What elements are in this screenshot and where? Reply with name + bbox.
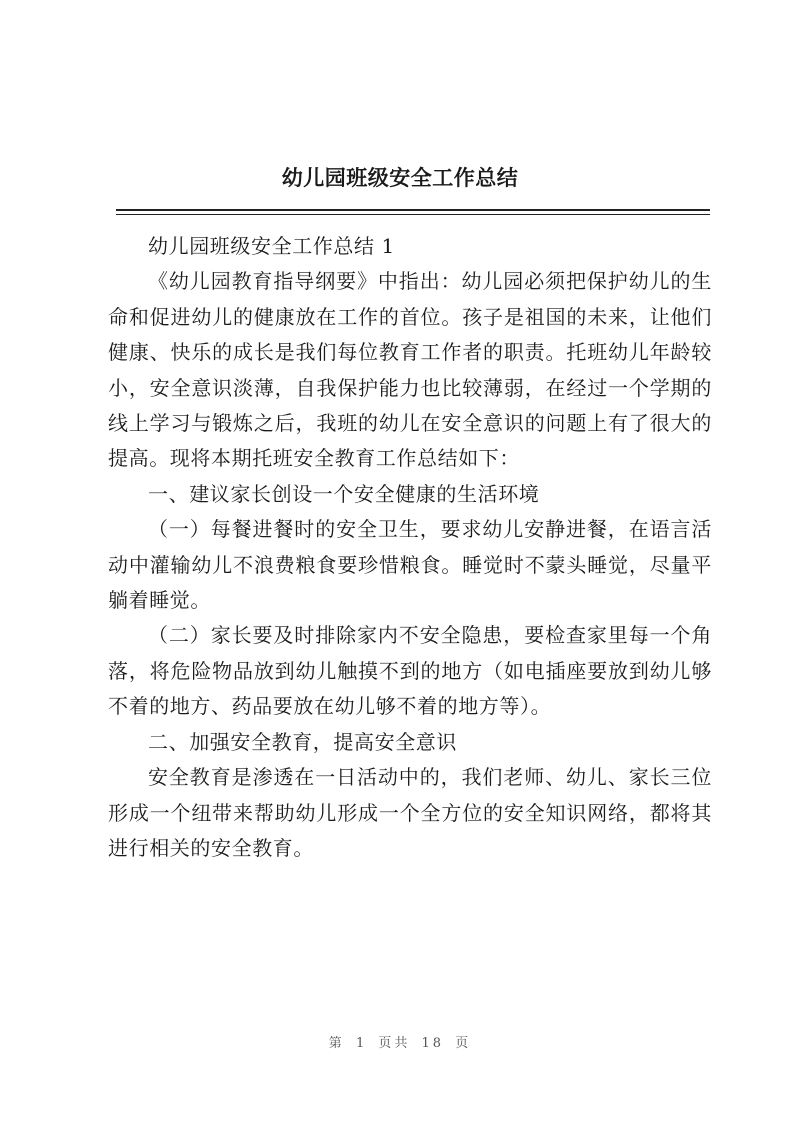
title-rule-thin bbox=[116, 214, 710, 215]
page-footer bbox=[0, 1032, 800, 1051]
body-paragraph: 安全教育是渗透在一日活动中的，我们老师、幼儿、家长三位形成一个纽带来帮助幼儿形成一个全方位的安全知识网络，都将其进行相关的安全教育。 bbox=[108, 765, 712, 860]
footer-suffix: 页 bbox=[455, 1036, 472, 1051]
footer-current-page: 1 bbox=[355, 1036, 368, 1051]
body-paragraph: （二）家长要及时排除家内不安全隐患，要检查家里每一个角落，将危险物品放到幼儿触摸不到的地方（如电插座要放到幼儿够不着的地方、药品要放在幼儿够不着的地方等）。 bbox=[108, 623, 712, 719]
section-heading: 幼儿园班级安全工作总结 1 bbox=[148, 234, 395, 258]
section-heading: 二、加强安全教育，提高安全意识 bbox=[148, 729, 457, 754]
footer-prefix: 第 bbox=[328, 1036, 345, 1051]
document-body bbox=[108, 229, 712, 866]
footer-middle: 页共 bbox=[378, 1036, 411, 1051]
section-heading: 一、建议家长创设一个安全健康的生活环境 bbox=[148, 481, 540, 506]
title-rule-thick bbox=[116, 209, 710, 211]
document-title: 幼儿园班级安全工作总结 bbox=[281, 166, 519, 190]
body-paragraph: （一）每餐进餐时的安全卫生，要求幼儿安静进餐，在语言活动中灌输幼儿不浪费粮食要珍惜粮食。睡觉时不蒙头睡觉，尽量平躺着睡觉。 bbox=[108, 517, 712, 613]
body-paragraph: 《幼儿园教育指导纲要》中指出：幼儿园必须把保护幼儿的生命和促进幼儿的健康放在工作的首位。孩子是祖国的未来，让他们健康、快乐的成长是我们每位教育工作者的职责。托班幼儿年龄较小，安全意识淡薄，自我保护能力也比较薄弱，在经过一个学期的线上学习与锻炼之后，我班的幼儿在安全意识的问题上有了很大的提高。现将本期托班安全教育工作总结如下： bbox=[108, 269, 712, 471]
footer-total-pages: 18 bbox=[421, 1036, 445, 1051]
